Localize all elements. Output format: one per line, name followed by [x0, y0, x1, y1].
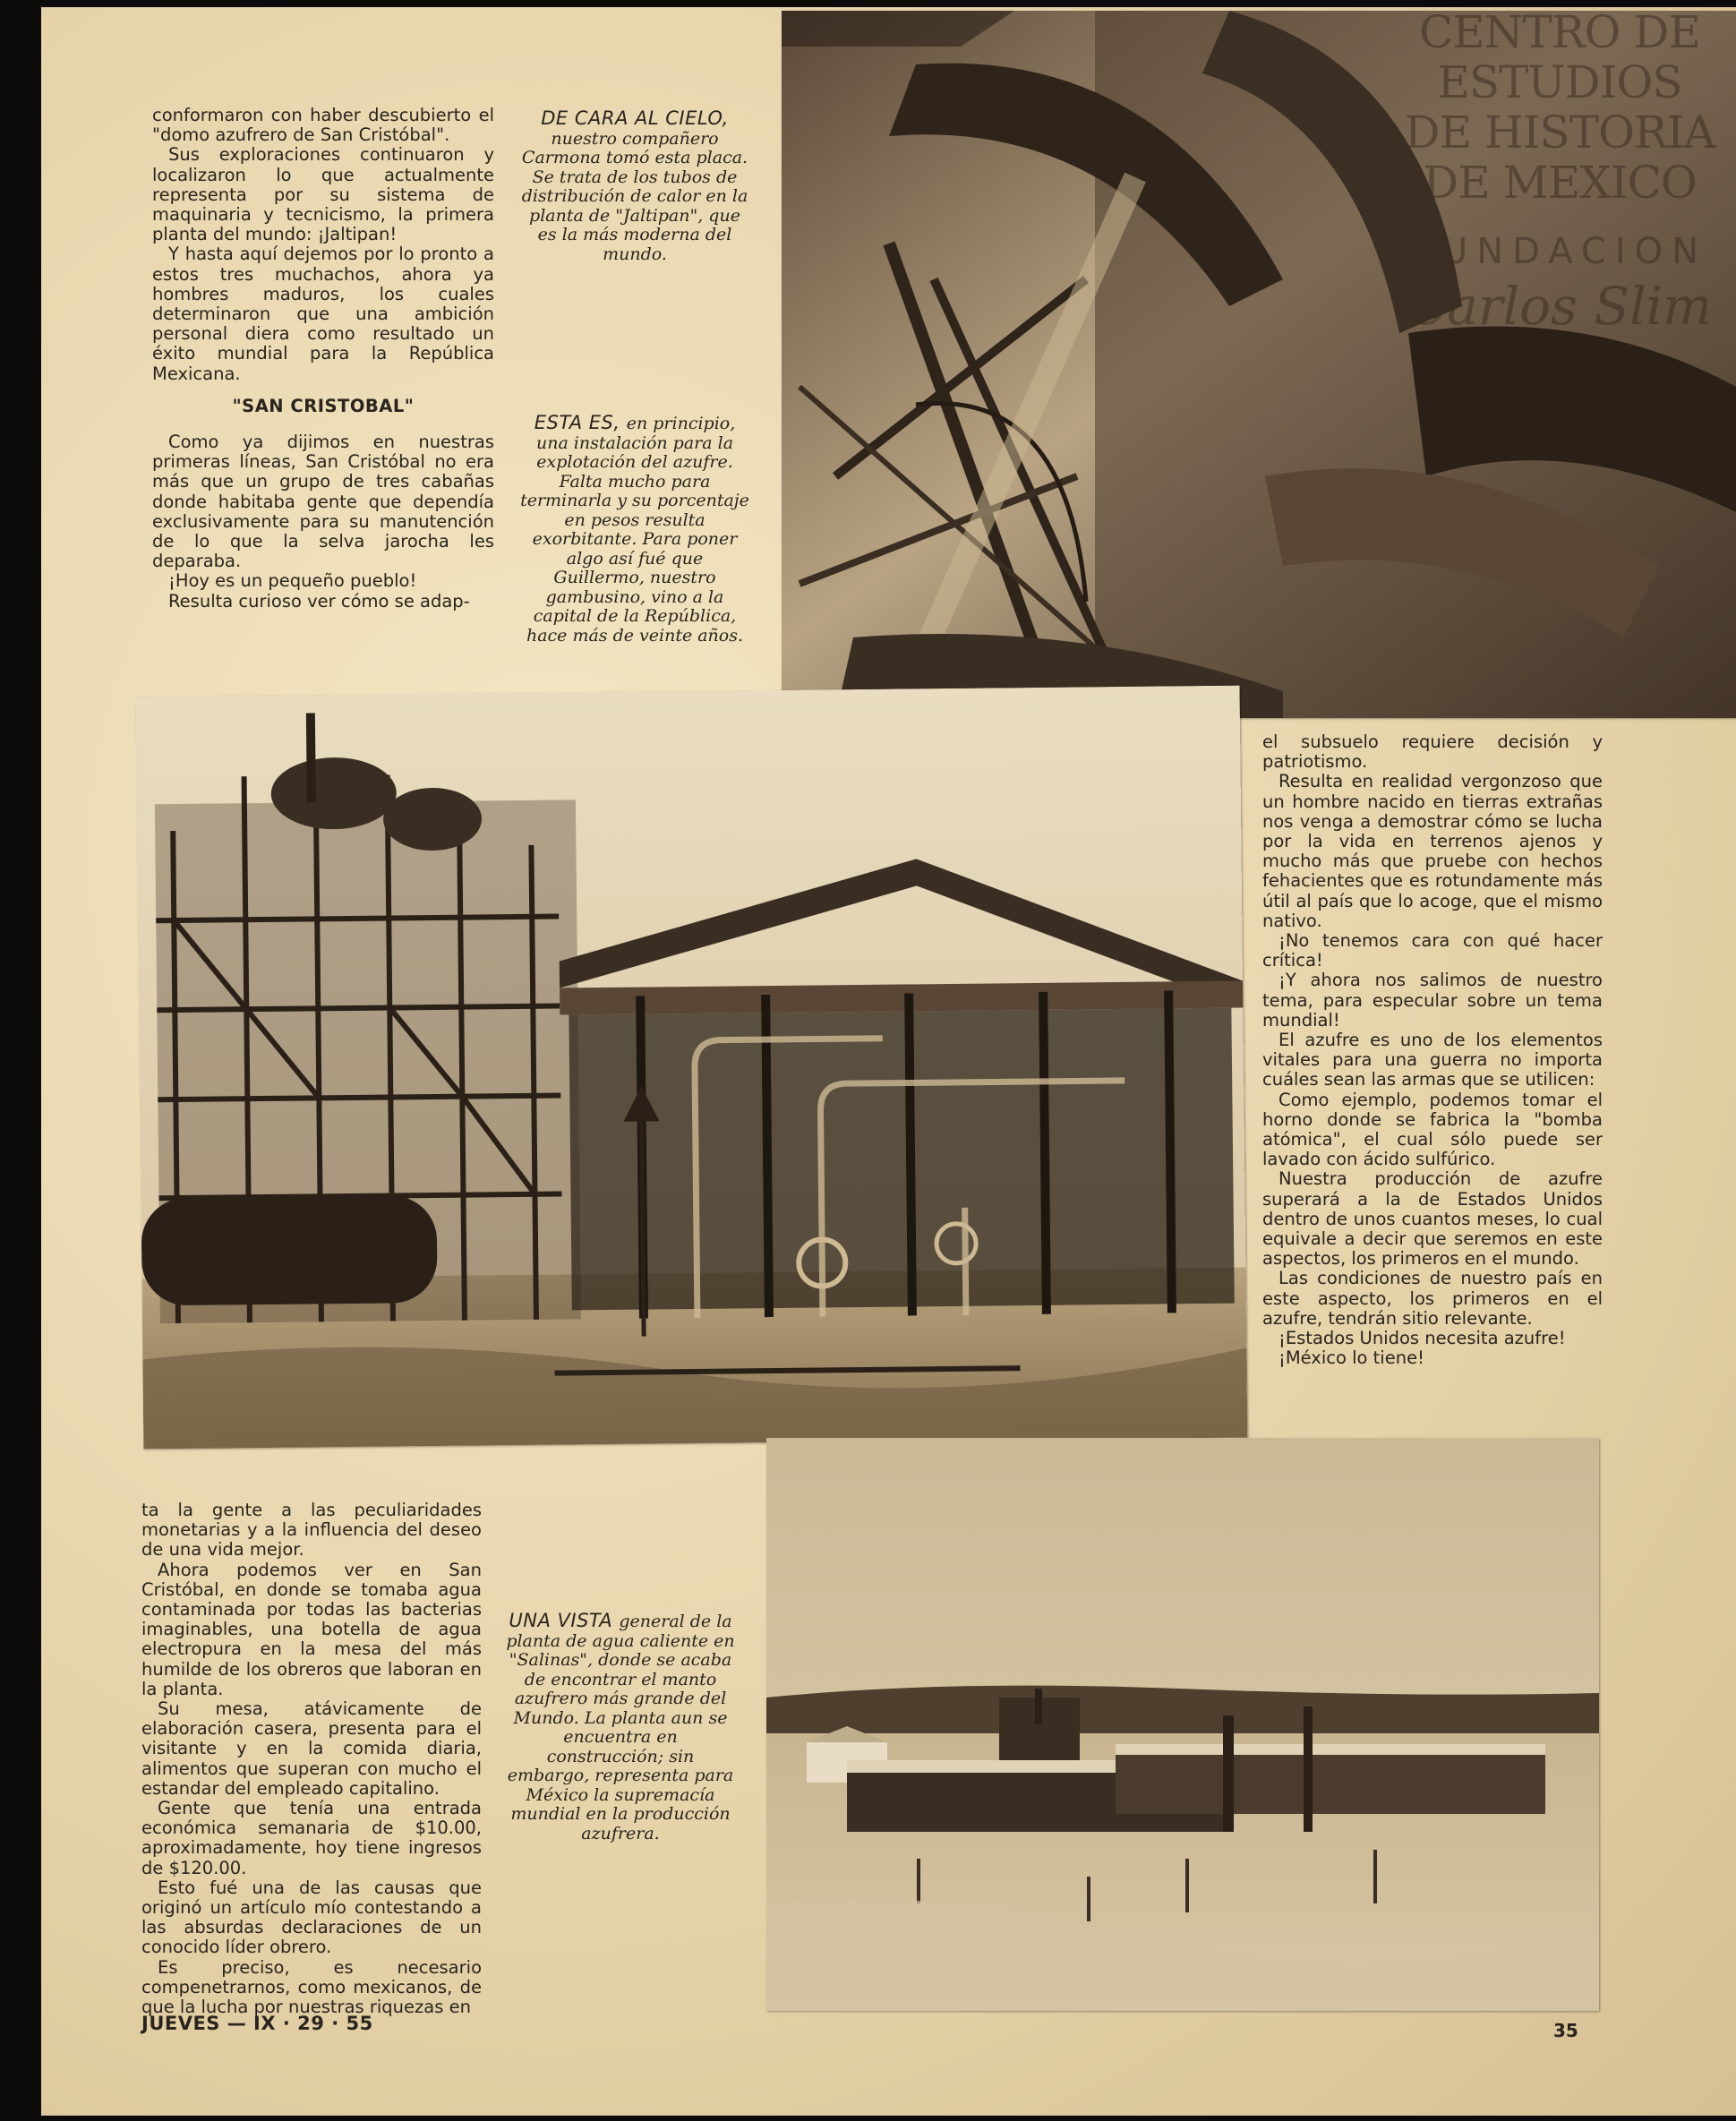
caption-una-vista: [503, 1612, 738, 1843]
paragraph: Su mesa, atávicamente de elaboración casera, presenta para el visitante y en la comida diaria, alimentos que superan con mucho el estandar del empleado capitalino.: [141, 1698, 482, 1799]
caption-esta-es: [519, 414, 750, 646]
paragraph: Las condiciones de nuestro país en este aspecto, los primeros en el azufre, tendrán sitio relevante.: [1262, 1268, 1603, 1329]
caption-cara-al-cielo: [519, 109, 750, 264]
caption-text: general de la planta de agua caliente en "Salinas", donde se acaba de encontrar el manto azufrero más grande del Mundo. La planta aun se encuentra en construcción; sin embargo, representa para México la supremacía mundial en la producción azufrera.: [506, 1612, 735, 1843]
article-column-3: [1262, 732, 1603, 1369]
photo-salinas-plant: [766, 1438, 1599, 2011]
article-column-1: [152, 106, 494, 611]
paragraph: ¡México lo tiene!: [1278, 1347, 1424, 1369]
section-subhead: "SAN CRISTOBAL": [232, 395, 415, 416]
paragraph: Como ya dijimos en nuestras primeras líneas, San Cristóbal no era más que un grupo de tres cabañas donde habitaba gente que dependía exclusivamente para su manutención de lo que la selva jarocha les deparaba.: [152, 432, 494, 572]
paragraph: Sus exploraciones continuaron y localizaron lo que actualmente representa por su sistema de maquinaria y tecnicismo, la primera planta del mundo: ¡Jaltipan!: [152, 144, 494, 245]
paragraph: Resulta curioso ver cómo se adap-: [168, 590, 470, 611]
page-number: 35: [1553, 2020, 1578, 2041]
paragraph: ¡Estados Unidos necesita azufre!: [1278, 1328, 1566, 1349]
issue-date: JUEVES — IX · 29 · 55: [141, 2013, 373, 2034]
paragraph: Nuestra producción de azufre superará a la de Estados Unidos dentro de unos cuantos meses, lo cual equivale a decir que seremos en este aspectos, los primeros en el mundo.: [1262, 1168, 1603, 1270]
caption-lead: DE CARA AL CIELO,: [541, 107, 729, 129]
watermark-line: DE MEXICO: [1423, 157, 1697, 209]
watermark-signature: Carlos Slim: [1407, 276, 1713, 337]
paragraph: ta la gente a las peculiaridades monetarias y a la influencia del deseo de una vida mejor.: [141, 1500, 482, 1561]
paragraph: Ahora podemos ver en San Cristóbal, en donde se tomaba agua contaminada por todas las bacterias imaginables, una botella de agua electropura en la mesa del más humilde de los obreros que laboran en la planta.: [141, 1559, 482, 1699]
paragraph: Es preciso, es necesario compenetrarnos, como mexicanos, de que la lucha por nuestras riquezas en: [141, 1956, 482, 2018]
paragraph: ¡Hoy es un pequeño pueblo!: [168, 570, 417, 592]
caption-text: en principio, una instalación para la explotación del azufre. Falta mucho para terminarla y su porcentaje en pesos resulta exorbitante. Para poner algo así fué que Guillermo, nuestro gambusino, vino a la capital de la República, hace más de veinte años.: [520, 414, 749, 646]
article-column-4: [141, 1501, 482, 2017]
watermark-foundation: FUNDACION: [1411, 231, 1708, 272]
caption-lead: UNA VISTA: [509, 1610, 620, 1631]
paragraph: El azufre es uno de los elementos vitales para una guerra no importa cuáles sean las armas que se utilicen:: [1262, 1030, 1603, 1090]
paragraph: Esto fué una de las causas que originó un artículo mío contestando a las absurdas declaraciones de un conocido líder obrero.: [141, 1877, 482, 1958]
caption-lead: ESTA ES,: [534, 412, 627, 433]
paragraph: el subsuelo requiere decisión y patriotismo.: [1262, 731, 1603, 773]
paragraph: ¡No tenemos cara con qué hacer crítica!: [1262, 930, 1603, 971]
paragraph: Como ejemplo, podemos tomar el horno donde se fabrica la "bomba atómica", el cual sólo puede ser lavado con ácido sulfúrico.: [1262, 1089, 1603, 1170]
paragraph: ¡Y ahora nos salimos de nuestro tema, para especular sobre un tema mundial!: [1262, 970, 1603, 1031]
paragraph: Gente que tenía una entrada económica semanaria de $10.00, aproximadamente, hoy tiene ingresos de $120.00.: [141, 1798, 482, 1878]
watermark-line: CENTRO DE: [1419, 7, 1700, 58]
archive-watermark: [1383, 7, 1736, 432]
photo-sulfur-installation: [136, 686, 1248, 1450]
caption-text: nuestro compañero Carmona tomó esta placa. Se trata de los tubos de distribución de calor en la planta de "Jaltipan", que es la más moderna del mundo.: [521, 128, 748, 264]
watermark-line: ESTUDIOS: [1437, 56, 1682, 108]
watermark-line: DE HISTORIA: [1404, 107, 1715, 158]
paragraph: Y hasta aquí dejemos por lo pronto a estos tres muchachos, ahora ya hombres maduros, los cuales determinaron que una ambición personal diera como resultado un éxito mundial para la República Mexicana.: [152, 244, 494, 384]
paragraph: conformaron con haber descubierto el "domo azufrero de San Cristóbal".: [152, 105, 494, 146]
paragraph: Resulta en realidad vergonzoso que un hombre nacido en tierras extrañas nos venga a demostrar cómo se lucha por la vida en terrenos ajenos y mucho más que pruebe con hechos fehacientes que es rotundamente más útil al país que lo acoge, que el mismo nativo.: [1262, 771, 1603, 931]
